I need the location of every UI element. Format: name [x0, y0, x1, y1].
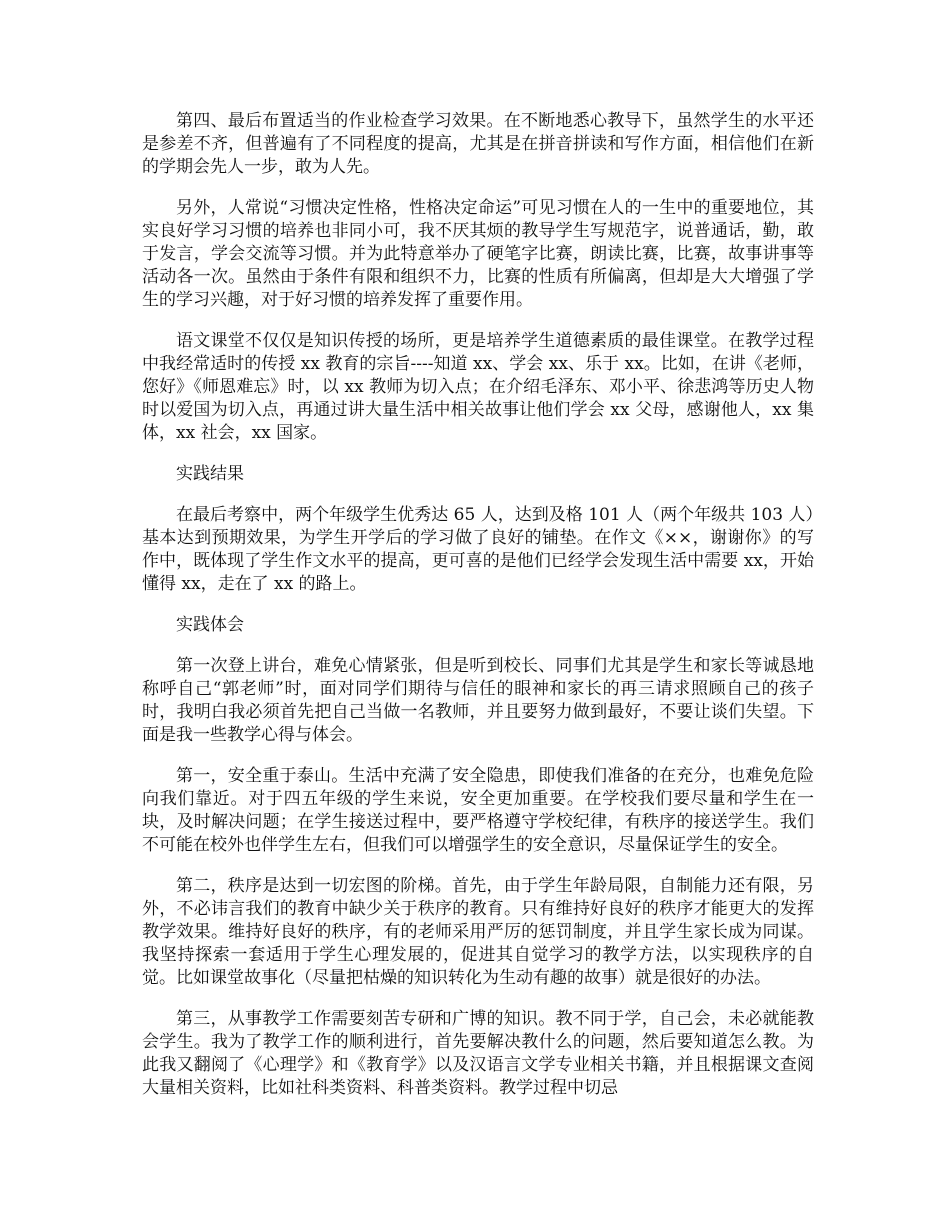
paragraph-safety: 第一，安全重于泰山。生活中充满了安全隐患，即使我们准备的在充分，也难免危险向我们靠近。对于四五年级的学生来说，安全更加重要。在学校我们要尽量和学生在一块，及时解决问题；在学生接送过程中，要严格遵守学校纪律，有秩序的接送学生。我们不可能在校外也伴学生左右，但我们可以增强学生的安全意识，尽量保证学生的安全。 [142, 766, 814, 855]
document-page [142, 110, 814, 1118]
paragraph-knowledge: 第三，从事教学工作需要刻苦专研和广博的知识。教不同于学，自己会，未必就能教会学生。我为了教学工作的顺利进行，首先要解决教什么的问题，然后要知道怎么教。为此我又翻阅了《心理学》和《教育学》以及汉语言文学专业相关书籍，并且根据课文查阅大量相关资料，比如社科类资料、科普类资料。教学过程中切忌 [142, 1009, 814, 1098]
paragraph-first-lecture: 第一次登上讲台，难免心情紧张，但是听到校长、同事们尤其是学生和家长等诚恳地称呼自己“郭老师”时，面对同学们期待与信任的眼神和家长的再三请求照顾自己的孩子时，我明白我必须首先把自己当做一名教师，并且要努力做到最好，不要让谈们失望。下面是我一些教学心得与体会。 [142, 656, 814, 745]
section-heading-results: 实践结果 [176, 464, 244, 484]
paragraph-results: 在最后考察中，两个年级学生优秀达 65 人，达到及格 101 人（两个年级共 103 人）基本达到预期效果，为学生开学后的学习做了良好的铺垫。在作文《××，谢谢你》的写作中，既体现了学生作文水平的提高，更可喜的是他们已经学会发现生活中需要 xx，开始懂得 xx，走在了 xx 的路上。 [142, 505, 814, 594]
paragraph-moral-education: 语文课堂不仅仅是知识传授的场所，更是培养学生道德素质的最佳课堂。在教学过程中我经常适时的传授 xx 教育的宗旨----知道 xx、学会 xx、乐于 xx。比如，在讲《老师，您好》《师恩难忘》时，以 xx 教师为切入点；在介绍毛泽东、邓小平、徐悲鸿等历史人物时以爱国为切入点，再通过讲大量生活中相关故事让他们学会 xx 父母，感谢他人，xx 集体，xx 社会，xx 国家。 [142, 331, 814, 443]
section-heading-experience: 实践体会 [176, 615, 244, 635]
paragraph-order: 第二，秩序是达到一切宏图的阶梯。首先，由于学生年龄局限，自制能力还有限，另外，不必讳言我们的教育中缺少关于秩序的教育。只有维持好良好的秩序才能更大的发挥教学效果。维持好良好的秩序，有的老师采用严厉的惩罚制度，并且学生家长成为同谋。我坚持探索一套适用于学生心理发展的，促进其自觉学习的教学方法，以实现秩序的自觉。比如课堂故事化（尽量把枯燥的知识转化为生动有趣的故事）就是很好的办法。 [142, 876, 814, 988]
paragraph-habits: 另外，人常说“习惯决定性格，性格决定命运”可见习惯在人的一生中的重要地位，其实良好学习习惯的培养也非同小可，我不厌其烦的教导学生写规范字，说普通话，勤，敢于发言，学会交流等习惯。并为此特意举办了硬笔字比赛，朗读比赛，比赛，故事讲事等活动各一次。虽然由于条件有限和组织不力，比赛的性质有所偏离，但却是大大增强了学生的学习兴趣，对于好习惯的培养发挥了重要作用。 [142, 198, 814, 310]
paragraph-homework: 第四、最后布置适当的作业检查学习效果。在不断地悉心教导下，虽然学生的水平还是参差不齐，但普遍有了不同程度的提高，尤其是在拼音拼读和写作方面，相信他们在新的学期会先人一步，敢为人先。 [142, 111, 814, 177]
